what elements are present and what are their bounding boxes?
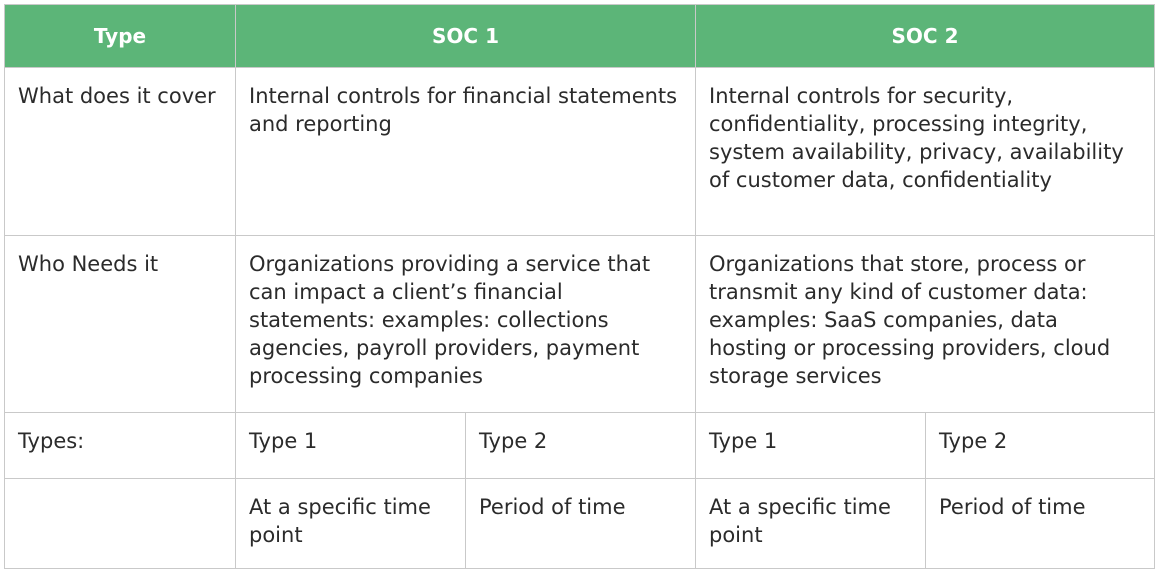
soc2-type1-cell: Type 1: [696, 413, 926, 479]
soc2-who-needs-cell: Organizations that store, process or transmit any kind of customer data: examples: SaaS companies, data hosting or processing providers, cloud storage services: [696, 236, 1155, 413]
row-label-timing: [5, 479, 236, 569]
table-row-types: [5, 413, 1155, 479]
soc2-coverage-cell: Internal controls for security, confidentiality, processing integrity, system availability, privacy, availability of customer data, confidentiality: [696, 68, 1155, 236]
header-soc2: SOC 2: [696, 5, 1155, 68]
row-label-types: Types:: [5, 413, 236, 479]
soc2-type1-timing-cell: At a specific time point: [696, 479, 926, 569]
header-row: [5, 5, 1155, 68]
soc1-type1-timing-cell: At a specific time point: [236, 479, 466, 569]
soc-comparison-table: [4, 4, 1155, 569]
soc1-type2-timing-cell: Period of time: [466, 479, 696, 569]
soc1-type2-cell: Type 2: [466, 413, 696, 479]
soc2-type2-timing-cell: Period of time: [926, 479, 1155, 569]
table-row-timing: [5, 479, 1155, 569]
row-label-coverage: What does it cover: [5, 68, 236, 236]
header-type: Type: [5, 5, 236, 68]
row-label-who-needs: Who Needs it: [5, 236, 236, 413]
table-row-coverage: [5, 68, 1155, 236]
table-row-who-needs: [5, 236, 1155, 413]
soc1-type1-cell: Type 1: [236, 413, 466, 479]
soc1-coverage-cell: Internal controls for financial statements and reporting: [236, 68, 696, 236]
soc1-who-needs-cell: Organizations providing a service that can impact a client’s financial statements: examples: collections agencies, payroll providers, payment processing companies: [236, 236, 696, 413]
header-soc1: SOC 1: [236, 5, 696, 68]
soc2-type2-cell: Type 2: [926, 413, 1155, 479]
